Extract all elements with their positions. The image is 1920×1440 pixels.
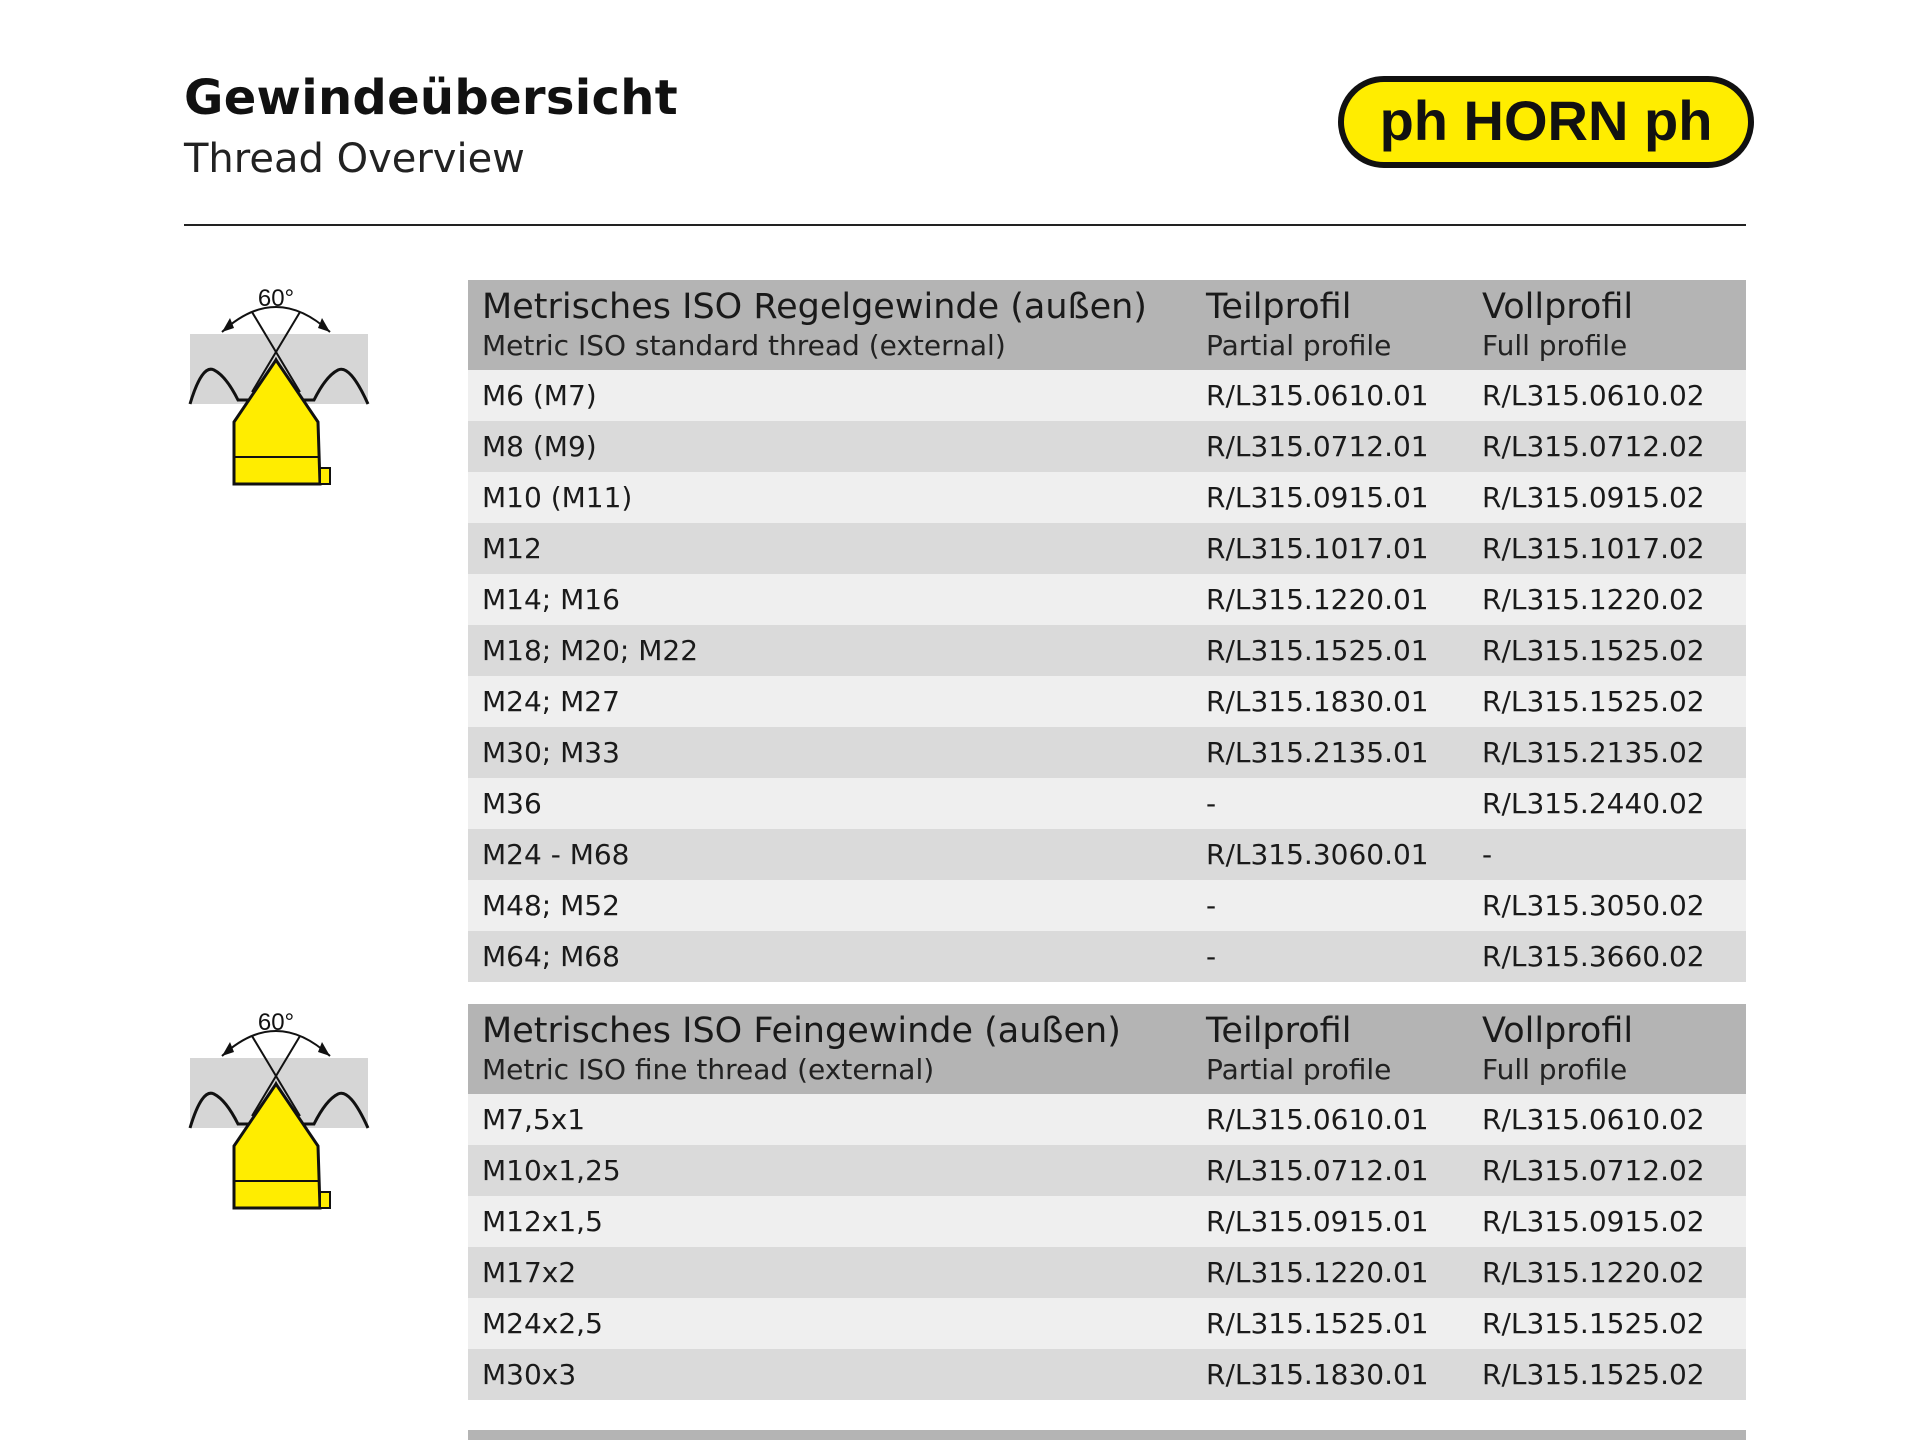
header-en: Partial profile — [1206, 329, 1392, 362]
table-header-row — [468, 280, 1746, 370]
next-table-header-bar — [468, 1430, 1746, 1440]
thread-column-header — [468, 1004, 1192, 1094]
table-row — [468, 1145, 1746, 1196]
page-subtitle: Thread Overview — [184, 136, 525, 182]
logo-text: ph HORN ph — [1379, 89, 1713, 152]
table-row — [468, 421, 1746, 472]
table-row — [468, 880, 1746, 931]
header-de: Metrisches ISO Feingewinde (außen) — [482, 1011, 1121, 1051]
table-row — [468, 931, 1746, 982]
angle-label: 60° — [257, 285, 295, 312]
angle-label: 60° — [257, 1009, 295, 1036]
thread-cell: M10 (M11) — [468, 472, 1192, 523]
header-de: Vollprofil — [1482, 1011, 1634, 1051]
header-en: Metric ISO fine thread (external) — [482, 1053, 935, 1086]
full-cell: R/L315.3050.02 — [1468, 880, 1746, 931]
header-en: Full profile — [1482, 1053, 1628, 1086]
table-row — [468, 625, 1746, 676]
thread-cell: M18; M20; M22 — [468, 625, 1192, 676]
partial-cell: R/L315.0610.01 — [1192, 1094, 1468, 1145]
full-cell: R/L315.1017.02 — [1468, 523, 1746, 574]
thread-cell: M36 — [468, 778, 1192, 829]
full-cell: R/L315.0915.02 — [1468, 472, 1746, 523]
next-section-partial — [0, 1425, 1920, 1440]
full-cell: R/L315.0712.02 — [1468, 1145, 1746, 1196]
partial-cell: - — [1192, 931, 1468, 982]
table-row — [468, 829, 1746, 880]
partial-cell: R/L315.2135.01 — [1192, 727, 1468, 778]
thread-cell: M7,5x1 — [468, 1094, 1192, 1145]
header-de: Metrisches ISO Regelgewinde (außen) — [482, 287, 1147, 327]
header-de: Teilprofil — [1206, 1011, 1352, 1051]
horn-logo — [1338, 76, 1754, 168]
thread-cell: M24x2,5 — [468, 1298, 1192, 1349]
full-cell: R/L315.2440.02 — [1468, 778, 1746, 829]
full-cell: R/L315.1525.02 — [1468, 1298, 1746, 1349]
thread-profile-60deg-icon — [186, 1006, 376, 1226]
standard-thread-table — [468, 280, 1746, 982]
partial-cell: R/L315.1830.01 — [1192, 676, 1468, 727]
full-cell: R/L315.1525.02 — [1468, 676, 1746, 727]
table-header-row — [468, 1004, 1746, 1094]
partial-cell: R/L315.1220.01 — [1192, 1247, 1468, 1298]
thread-cell: M24 - M68 — [468, 829, 1192, 880]
full-cell: R/L315.2135.02 — [1468, 727, 1746, 778]
partial-cell: - — [1192, 778, 1468, 829]
full-cell: R/L315.1220.02 — [1468, 1247, 1746, 1298]
table-row — [468, 472, 1746, 523]
full-cell: - — [1468, 829, 1746, 880]
thread-cell: M14; M16 — [468, 574, 1192, 625]
partial-cell: R/L315.0610.01 — [1192, 370, 1468, 421]
partial-column-header — [1192, 1004, 1468, 1094]
thread-cell: M10x1,25 — [468, 1145, 1192, 1196]
partial-cell: - — [1192, 880, 1468, 931]
table-row — [468, 778, 1746, 829]
partial-cell: R/L315.1017.01 — [1192, 523, 1468, 574]
thread-column-header — [468, 280, 1192, 370]
full-column-header — [1468, 280, 1746, 370]
table-row — [468, 370, 1746, 421]
partial-cell: R/L315.1525.01 — [1192, 625, 1468, 676]
partial-cell: R/L315.1525.01 — [1192, 1298, 1468, 1349]
partial-cell: R/L315.0712.01 — [1192, 1145, 1468, 1196]
partial-cell: R/L315.1830.01 — [1192, 1349, 1468, 1400]
table-row — [468, 1349, 1746, 1400]
table-row — [468, 574, 1746, 625]
full-cell: R/L315.1525.02 — [1468, 625, 1746, 676]
full-cell: R/L315.3660.02 — [1468, 931, 1746, 982]
full-cell: R/L315.1220.02 — [1468, 574, 1746, 625]
fine-thread-table — [468, 1004, 1746, 1400]
thread-cell: M12x1,5 — [468, 1196, 1192, 1247]
thread-cell: M48; M52 — [468, 880, 1192, 931]
thread-cell: M17x2 — [468, 1247, 1192, 1298]
full-cell: R/L315.0610.02 — [1468, 370, 1746, 421]
thread-cell: M30; M33 — [468, 727, 1192, 778]
thread-profile-60deg-icon — [186, 282, 376, 502]
full-cell: R/L315.0915.02 — [1468, 1196, 1746, 1247]
table-row — [468, 676, 1746, 727]
thread-cell: M12 — [468, 523, 1192, 574]
thread-cell: M6 (M7) — [468, 370, 1192, 421]
full-cell: R/L315.1525.02 — [1468, 1349, 1746, 1400]
thread-cell: M64; M68 — [468, 931, 1192, 982]
full-cell: R/L315.0610.02 — [1468, 1094, 1746, 1145]
partial-cell: R/L315.1220.01 — [1192, 574, 1468, 625]
partial-cell: R/L315.0915.01 — [1192, 1196, 1468, 1247]
table-row — [468, 1094, 1746, 1145]
partial-cell: R/L315.0712.01 — [1192, 421, 1468, 472]
table-row — [468, 1247, 1746, 1298]
header-en: Partial profile — [1206, 1053, 1392, 1086]
partial-column-header — [1192, 280, 1468, 370]
table-row — [468, 1196, 1746, 1247]
partial-cell: R/L315.0915.01 — [1192, 472, 1468, 523]
header-divider — [184, 224, 1746, 226]
header-de: Teilprofil — [1206, 287, 1352, 327]
page-title: Gewindeübersicht — [184, 70, 678, 126]
table-row — [468, 523, 1746, 574]
partial-cell: R/L315.3060.01 — [1192, 829, 1468, 880]
thread-cell: M24; M27 — [468, 676, 1192, 727]
table-row — [468, 1298, 1746, 1349]
thread-cell: M30x3 — [468, 1349, 1192, 1400]
table-row — [468, 727, 1746, 778]
thread-cell: M8 (M9) — [468, 421, 1192, 472]
header-en: Metric ISO standard thread (external) — [482, 329, 1006, 362]
header-de: Vollprofil — [1482, 287, 1634, 327]
header-en: Full profile — [1482, 329, 1628, 362]
full-cell: R/L315.0712.02 — [1468, 421, 1746, 472]
full-column-header — [1468, 1004, 1746, 1094]
